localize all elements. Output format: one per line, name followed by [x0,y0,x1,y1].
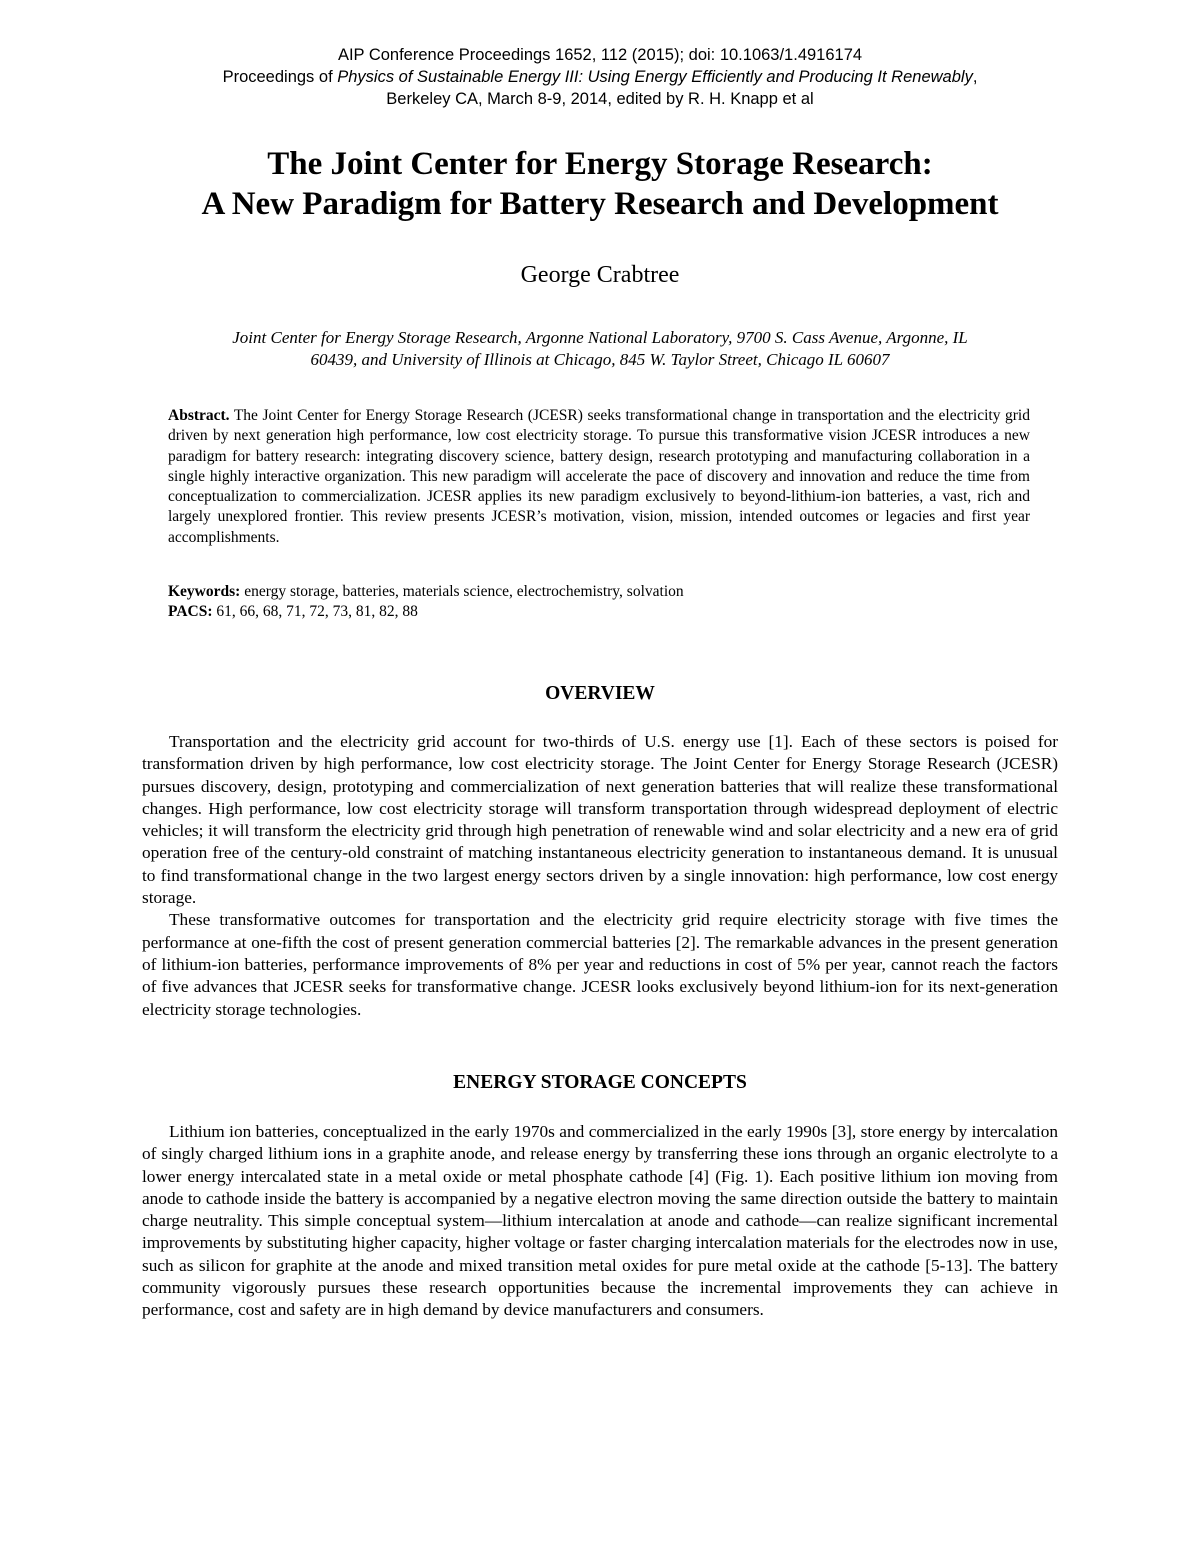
keywords-text: energy storage, batteries, materials science, electrochemistry, solvation [240,583,684,600]
abstract-text: The Joint Center for Energy Storage Research (JCESR) seeks transformational change in transportation and the electricity grid driven by next generation high performance, low cost electricity storage. To pursue this transformative vision JCESR introduces a new paradigm for battery research: integrating discovery science, battery design, research prototyping and manufacturing collaboration in a single highly interactive organization. This new paradigm will accelerate the pace of discovery and innovation and reduce the time from conceptualization to commercialization. JCESR applies its new paradigm exclusively to beyond-lithium-ion batteries, a vast, rich and largely unexplored frontier. This review presents JCESR’s motivation, vision, mission, intended outcomes or legacies and first year accomplishments. [168,407,1030,546]
section-heading-overview: OVERVIEW [545,683,655,704]
venue-editor-line: Berkeley CA, March 8-9, 2014, edited by R. H. Knapp et al [386,90,814,108]
title-line-2: A New Paradigm for Battery Research and Development [201,186,999,222]
keywords-label: Keywords: [168,583,241,600]
proceedings-line [0,66,1200,88]
paper-title [0,144,1200,224]
section-body-overview [142,731,1058,1021]
pacs-label: PACS: [168,603,213,621]
paragraph: These transformative outcomes for transportation and the electricity grid require electricity storage with five times the performance at one-fifth the cost of present generation commercial batteries [2]. The remarkable advances in the present generation of lithium-ion batteries, performance improvements of 8% per year and reductions in cost of 5% per year, cannot reach the factors of five advances that JCESR seeks for transformative change. JCESR looks exclusively beyond lithium-ion for its next-generation electricity storage technologies. [142,910,1058,1019]
author-name: George Crabtree [520,262,680,288]
abstract [168,406,1030,548]
section-heading-energy-storage-concepts: ENERGY STORAGE CONCEPTS [453,1072,747,1093]
proceedings-header [0,44,1200,110]
paragraph: Transportation and the electricity grid account for two-thirds of U.S. energy use [1]. Each of these sectors is poised for transformation driven by high performance, low cost electricity storage. The Joint Center for Energy Storage Research (JCESR) pursues discovery, design, prototyping and commercialization of next generation batteries that will realize these transformational changes. High performance, low cost electricity storage will transform transportation through widespread deployment of electric vehicles; it will transform the electricity grid through high penetration of renewable wind and solar electricity and a new era of grid operation free of the century-old constraint of matching instantaneous electricity generation to instantaneous demand. It is unusual to find transformational change in the two largest energy sectors driven by a single innovation: high performance, low cost energy storage. [142,732,1058,908]
abstract-label: Abstract. [168,407,230,424]
affiliation-line-1: Joint Center for Energy Storage Research, Argonne National Laboratory, 9700 S. Cass Avenue, Argonne, IL [232,328,968,347]
pacs-text: 61, 66, 68, 71, 72, 73, 81, 82, 88 [212,603,418,621]
paragraph: Lithium ion batteries, conceptualized in the early 1970s and commercialized in the early 1990s [3], store energy by intercalation of singly charged lithium ions in a graphite anode, and release energy by transferring these ions through an organic electrolyte to a lower energy intercalated state in a metal oxide or metal phosphate cathode [4] (Fig. 1). Each positive lithium ion moving from anode to cathode inside the battery is accompanied by a negative electron moving the same direction outside the battery to maintain charge neutrality. This simple conceptual system—lithium intercalation at anode and cathode—can realize significant incremental improvements by substituting higher capacity, higher voltage or faster charging intercalation materials for the electrodes now in use, such as silicon for graphite at the anode and mixed transition metal oxides for pure metal oxide at the cathode [5-13]. The battery community vigorously pursues these research opportunities because the incremental improvements they can achieve in performance, cost and safety are in high demand by device manufacturers and consumers. [142,1122,1058,1320]
citation-line: AIP Conference Proceedings 1652, 112 (2015); doi: 10.1063/1.4916174 [337,46,863,64]
proceedings-name: Physics of Sustainable Energy III: Using Energy Efficiently and Producing It Renewably [337,68,973,86]
proceedings-suffix: , [972,68,978,86]
proceedings-prefix: Proceedings of [222,68,338,86]
affiliation-line-2: 60439, and University of Illinois at Chicago, 845 W. Taylor Street, Chicago IL 60607 [310,350,890,369]
keywords-block [168,582,1030,623]
keywords-row [168,582,1030,602]
title-line-1: The Joint Center for Energy Storage Research: [267,146,933,182]
affiliation [140,327,1060,371]
pacs-row [168,602,1030,622]
section-body-energy-storage-concepts [142,1121,1058,1322]
